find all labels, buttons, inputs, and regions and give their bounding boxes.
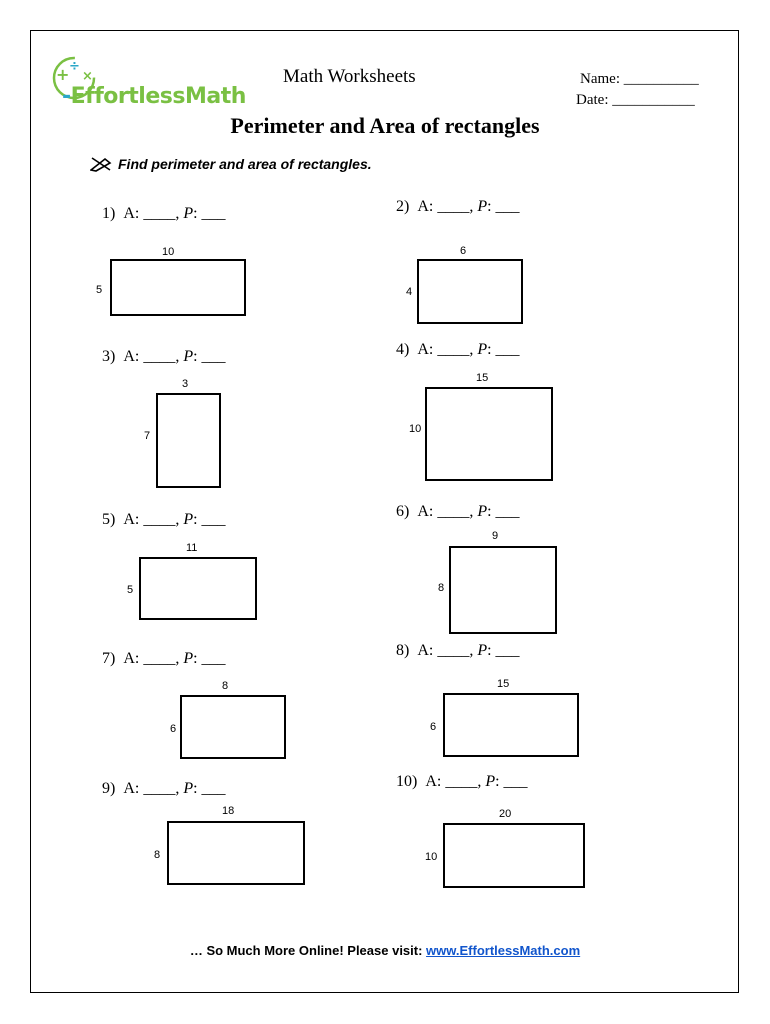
area-blank: A: ____,: [417, 503, 474, 520]
footer: [0, 943, 770, 958]
area-blank: A: ____,: [123, 511, 180, 528]
width-label: 11: [186, 542, 198, 554]
footer-link[interactable]: www.EffortlessMath.com: [426, 943, 581, 958]
area-blank: A: ____,: [425, 773, 482, 790]
problem-number: 5): [102, 511, 116, 528]
page-title: Perimeter and Area of rectangles: [230, 113, 540, 138]
svg-text:+: +: [56, 65, 70, 84]
perimeter-blank: : ___: [487, 198, 520, 215]
rectangle-10: [443, 823, 585, 888]
rectangle-5: [139, 557, 257, 620]
width-label: 3: [182, 378, 189, 390]
width-label: 20: [499, 808, 512, 820]
perimeter-blank: : ___: [193, 348, 226, 365]
width-label: 15: [497, 678, 510, 690]
rectangle-1: [110, 259, 246, 316]
svg-text:÷: ÷: [69, 59, 80, 74]
width-label: 9: [492, 530, 499, 542]
instructions: [90, 156, 372, 172]
rectangle-2: [417, 259, 523, 324]
height-label: 10: [409, 423, 422, 435]
perimeter-blank: : ___: [487, 341, 520, 358]
perimeter-blank: : ___: [193, 511, 226, 528]
area-blank: A: ____,: [417, 341, 474, 358]
problem-number: 2): [396, 198, 410, 215]
height-label: 8: [438, 582, 445, 594]
problem-number: 3): [102, 348, 116, 365]
problem-4-prompt: [396, 341, 520, 359]
perimeter-symbol: P: [183, 650, 194, 667]
problem-1-prompt: [102, 205, 226, 223]
instructions-text: Find perimeter and area of rectangles.: [118, 156, 372, 172]
date-field: Date: ___________: [576, 92, 695, 108]
perimeter-symbol: P: [183, 205, 194, 222]
perimeter-symbol: P: [477, 341, 488, 358]
problem-3-prompt: [102, 348, 226, 366]
perimeter-blank: : ___: [487, 642, 520, 659]
name-field: Name: __________: [580, 71, 699, 87]
rectangle-7: [180, 695, 286, 759]
problem-number: 8): [396, 642, 410, 659]
width-label: 8: [222, 680, 229, 692]
problem-9-prompt: [102, 780, 226, 798]
rectangle-4: [425, 387, 553, 481]
rectangle-3: [156, 393, 221, 488]
problem-5-prompt: [102, 511, 226, 529]
problem-number: 6): [396, 503, 410, 520]
perimeter-symbol: P: [485, 773, 496, 790]
area-blank: A: ____,: [123, 650, 180, 667]
pencil-icon: [90, 156, 112, 172]
worksheets-heading: Math Worksheets: [283, 66, 416, 87]
area-blank: A: ____,: [123, 348, 180, 365]
perimeter-symbol: P: [477, 642, 488, 659]
perimeter-blank: : ___: [193, 780, 226, 797]
perimeter-symbol: P: [183, 348, 194, 365]
svg-text:×: ×: [82, 69, 93, 84]
width-label: 18: [222, 805, 235, 817]
width-label: 10: [162, 246, 175, 258]
area-blank: A: ____,: [123, 205, 180, 222]
perimeter-blank: : ___: [495, 773, 528, 790]
height-label: 5: [96, 284, 103, 296]
problem-number: 10): [396, 773, 418, 790]
perimeter-symbol: P: [477, 198, 488, 215]
height-label: 7: [144, 430, 151, 442]
perimeter-blank: : ___: [193, 650, 226, 667]
perimeter-symbol: P: [183, 780, 194, 797]
problem-10-prompt: [396, 773, 528, 791]
height-label: 6: [170, 723, 177, 735]
problem-number: 1): [102, 205, 116, 222]
area-blank: A: ____,: [417, 642, 474, 659]
logo-wordmark: -EffortlessMath: [62, 84, 246, 109]
height-label: 6: [430, 721, 437, 733]
perimeter-blank: : ___: [487, 503, 520, 520]
perimeter-symbol: P: [183, 511, 194, 528]
problem-number: 9): [102, 780, 116, 797]
rectangle-8: [443, 693, 579, 757]
height-label: 8: [154, 849, 161, 861]
problem-number: 7): [102, 650, 116, 667]
problem-7-prompt: [102, 650, 226, 668]
area-blank: A: ____,: [123, 780, 180, 797]
width-label: 6: [460, 245, 467, 257]
perimeter-blank: : ___: [193, 205, 226, 222]
problem-6-prompt: [396, 503, 520, 521]
width-label: 15: [476, 372, 489, 384]
area-blank: A: ____,: [417, 198, 474, 215]
rectangle-6: [449, 546, 557, 634]
height-label: 10: [425, 851, 438, 863]
problem-number: 4): [396, 341, 410, 358]
rectangle-9: [167, 821, 305, 885]
height-label: 5: [127, 584, 134, 596]
height-label: 4: [406, 286, 413, 298]
problem-2-prompt: [396, 198, 520, 216]
problem-8-prompt: [396, 642, 520, 660]
footer-text: … So Much More Online! Please visit:: [189, 943, 427, 958]
perimeter-symbol: P: [477, 503, 488, 520]
